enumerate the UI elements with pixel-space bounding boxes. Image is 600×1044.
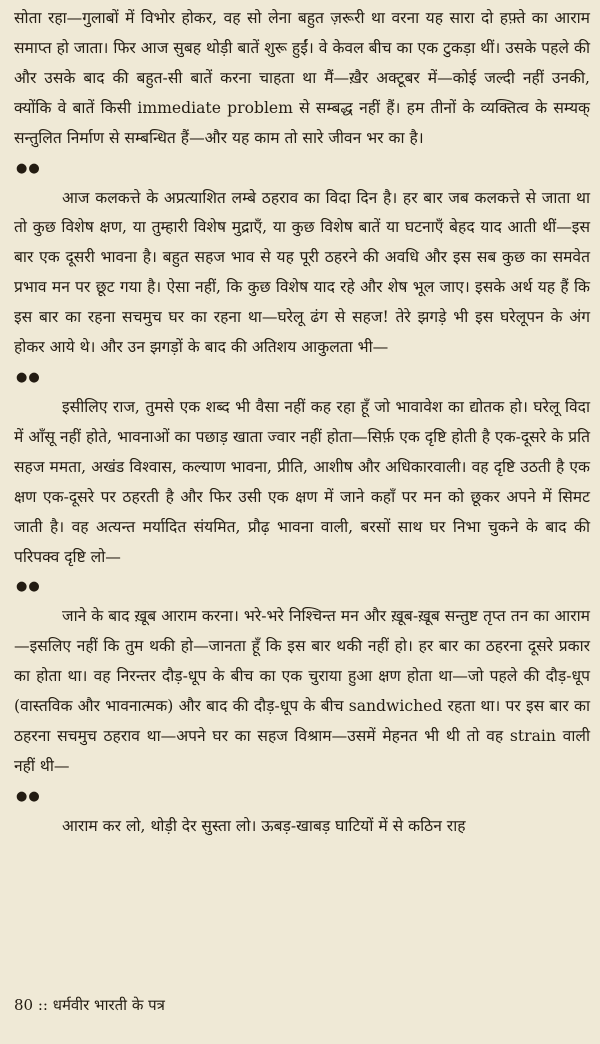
paragraph-4: जाने के बाद ख़ूब आराम करना। भरे-भरे निश्चिन्त मन और ख़ूब-ख़ूब सन्तुष्ट तृप्त तन का आराम—इसलिए नहीं कि तुम थकी हो—जानता हूँ कि इस बार थकी नहीं हो। हर बार का ठहरना दूसरे प्रकार का होता था। वह निरन्तर दौड़-धूप के बीच का एक चुराया हुआ क्षण होता था—जो पहले की दौड़-धूप (वास्तविक और भावनात्मक) और बाद की दौड़-धूप के बीच sandwiched रहता था। पर इस बार का ठहरना सचमुच ठहराव था—अपने घर का सहज विश्राम—उसमें मेहनत भी थी तो वह strain वाली नहीं थी— — [14, 607, 590, 775]
page-footer: 80 :: धर्मवीर भारती के पत्र — [14, 996, 165, 1014]
section-break-2: ●● — [16, 369, 41, 385]
paragraph-2: आज कलकत्ते के अप्रत्याशित लम्बे ठहराव का विदा दिन है। हर बार जब कलकत्ते से जाता था तो कुछ विशेष क्षण, या तुम्हारी विशेष मुद्राएँ, या कुछ विशेष बातें या घटनाएँ बेहद याद आती थीं—इस बार एक दूसरी भावना है। बहुत सहज भाव से यह पूरी ठहरने की अवधि और इस सब कुछ का समवेत प्रभाव मन पर छूट गया है। ऐसा नहीं, कि कुछ विशेष याद रहे और शेष भूल जाए। इसके अर्थ यह हैं कि इस बार का रहना सचमुच घर का रहना था—घरेलू ढंग से सहज! तेरे झगड़े भी इस घरेलूपन के अंग होकर आये थे। और उन झगड़ों के बाद की अतिशय आकुलता भी— — [14, 188, 590, 357]
section-break-1: ●● — [16, 160, 41, 176]
paragraph-5: आराम कर लो, थोड़ी देर सुस्ता लो। ऊबड़-खाबड़ घाटियों में से कठिन राह — [62, 816, 466, 835]
section-break-4: ●● — [16, 788, 41, 804]
paragraph-3: इसीलिए राज, तुमसे एक शब्द भी वैसा नहीं कह रहा हूँ जो भावावेश का द्योतक हो। घरेलू विदा में आँसू नहीं होते, भावनाओं का पछाड़ खाता ज्वार नहीं होता—सिर्फ़ एक दृष्टि होती है एक-दूसरे के प्रति सहज ममता, अखंड विश्वास, कल्याण भावना, प्रीति, आशीष और अधिकारवाली। वह दृष्टि उठती है एक क्षण एक-दूसरे पर ठहरती है और फिर उसी एक क्षण में जाने कहाँ पर मन को छूकर अपने में सिमट जाती है। वह अत्यन्त मर्यादित संयमित, प्रौढ़ भावना वाली, बरसों साथ घर निभा चुकने के बाद की परिपक्व दृष्टि लो— — [14, 397, 590, 566]
paragraph-1: सोता रहा—गुलाबों में विभोर होकर, वह सो लेना बहुत ज़रूरी था वरना यह सारा दो हफ़्ते का आराम समाप्त हो जाता। फिर आज सुबह थोड़ी बातें शुरू हुईं। वे केवल बीच का एक टुकड़ा थीं। उसके पहले की और उसके बाद की बहुत-सी बातें करना चाहता था मैं—ख़ैर अक्टूबर में—कोई जल्दी नहीं उनकी, क्योंकि वे बातें किसी immediate problem से सम्बद्ध नहीं हैं। हम तीनों के व्यक्तित्व के सम्यक् सन्तुलित निर्माण से सम्बन्धित हैं—और यह काम तो सारे जीवन भर का है। — [14, 9, 590, 147]
section-break-3: ●● — [16, 579, 41, 595]
